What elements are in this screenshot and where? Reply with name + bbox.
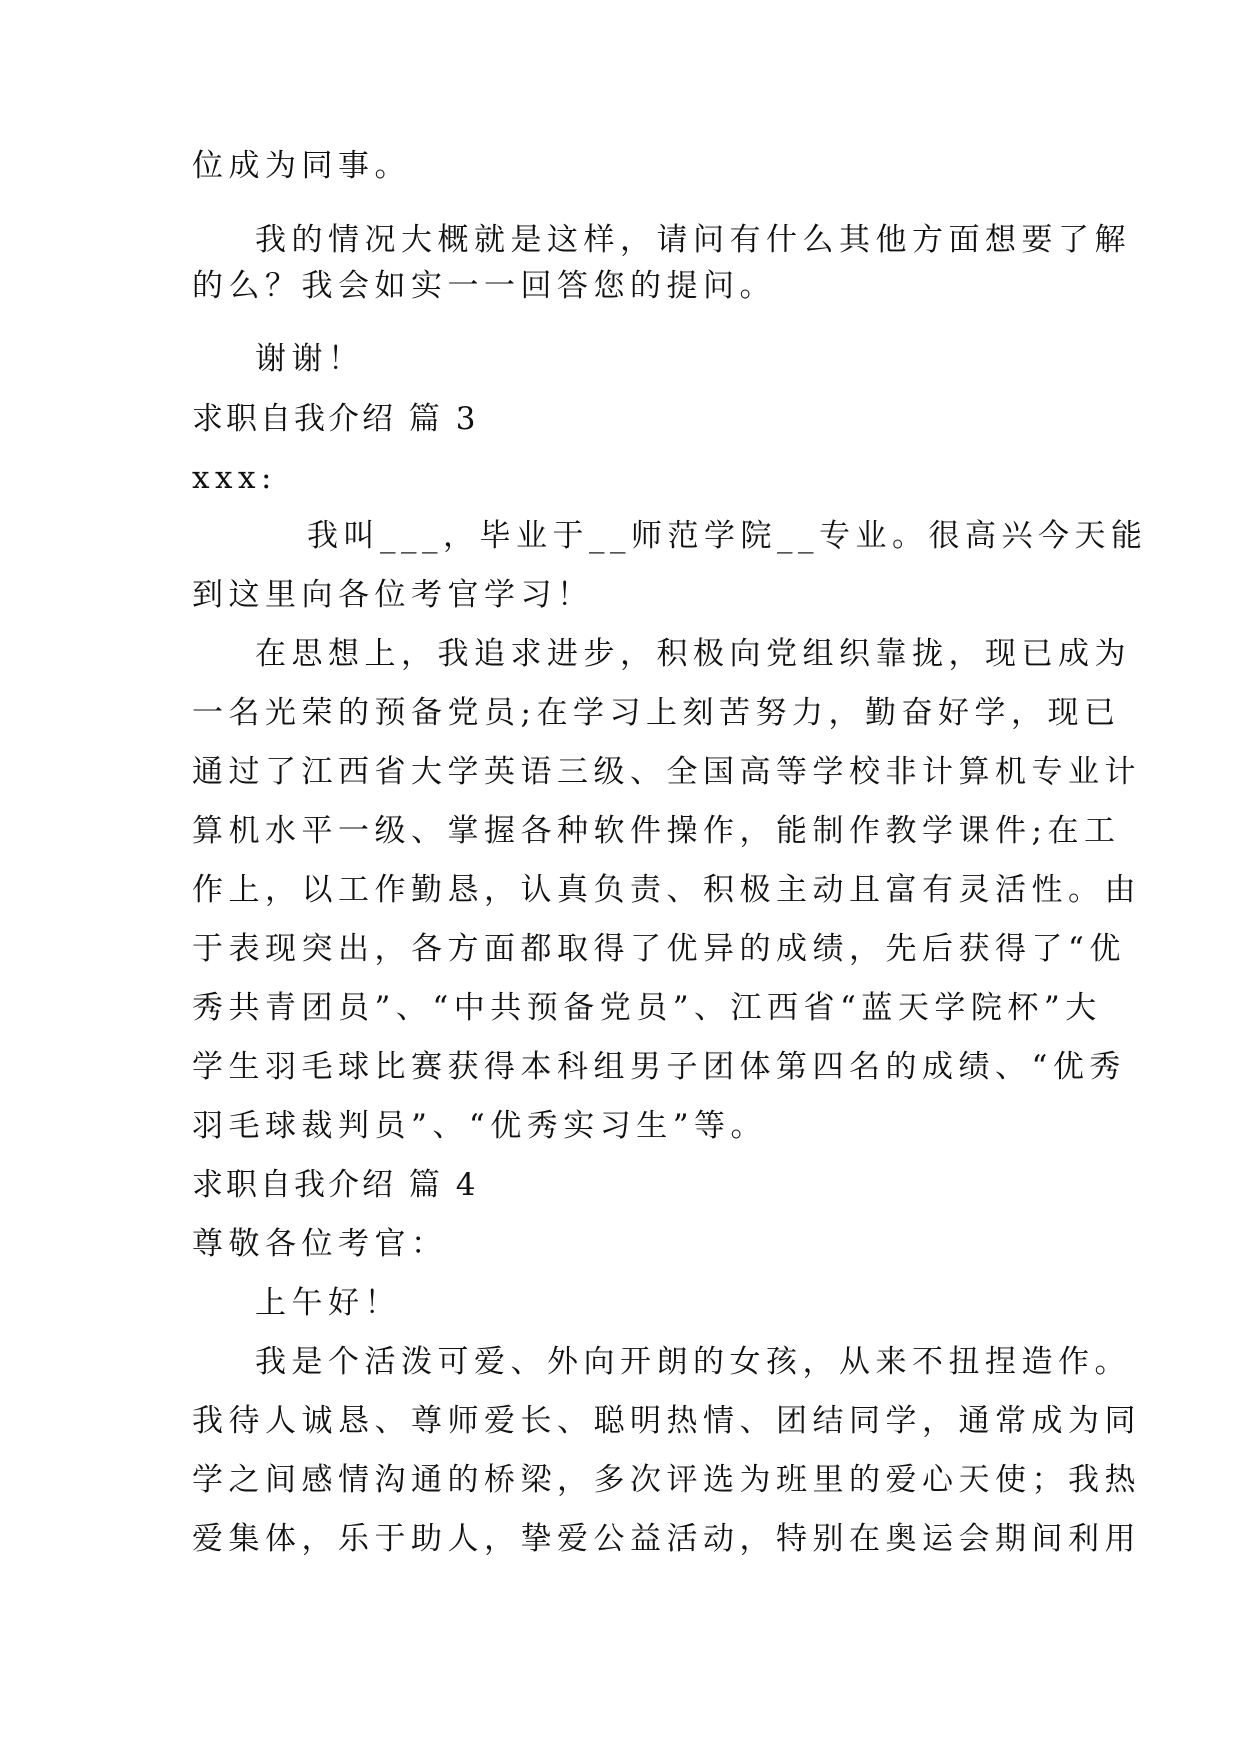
- text-line: 羽毛球裁判员”、“优秀实习生”等。: [192, 1108, 768, 1144]
- text-line: 学之间感情沟通的桥梁，多次评选为班里的爱心天使；我热: [192, 1462, 1141, 1498]
- text-line: 秀共青团员”、“中共预备党员”、江西省“蓝天学院杯”大: [192, 990, 1102, 1026]
- text-line: 位成为同事。: [192, 148, 411, 184]
- text-line: 通过了江西省大学英语三级、全国高等学校非计算机专业计: [192, 754, 1141, 790]
- salutation: 尊敬各位考官：: [192, 1226, 448, 1262]
- text-line: 作上，以工作勤恳，认真负责、积极主动且富有灵活性。由: [192, 872, 1141, 908]
- paragraph-start-line: 我叫___，毕业于__师范学院__专业。很高兴今天能: [307, 518, 1148, 554]
- text-line: 的么？我会如实一一回答您的提问。: [192, 268, 776, 304]
- greeting-line: 上午好！: [255, 1285, 401, 1321]
- text-line: 一名光荣的预备党员;在学习上刻苦努力，勤奋好学，现已: [192, 695, 1121, 731]
- text-line: 学生羽毛球比赛获得本科组男子团体第四名的成绩、“优秀: [192, 1049, 1126, 1085]
- section-heading: 求职自我介绍 篇 3: [192, 401, 479, 437]
- text-line: 到这里向各位考官学习！: [192, 577, 594, 613]
- paragraph-start-line: 在思想上，我追求进步，积极向党组织靠拢，现已成为: [255, 636, 1131, 672]
- text-line: 于表现突出，各方面都取得了优异的成绩，先后获得了“优: [192, 931, 1126, 967]
- salutation: xxx:: [192, 460, 277, 496]
- text-line: 算机水平一级、掌握各种软件操作，能制作教学课件;在工: [192, 813, 1121, 849]
- paragraph-start-line: 我是个活泼可爱、外向开朗的女孩，从来不扭捏造作。: [255, 1344, 1131, 1380]
- text-line: 爱集体，乐于助人，挚爱公益活动，特别在奥运会期间利用: [192, 1521, 1141, 1557]
- paragraph-start-line: 我的情况大概就是这样，请问有什么其他方面想要了解: [255, 222, 1131, 258]
- paragraph-start-line: 谢谢！: [255, 341, 365, 377]
- text-line: 我待人诚恳、尊师爱长、聪明热情、团结同学，通常成为同: [192, 1403, 1141, 1439]
- section-heading: 求职自我介绍 篇 4: [192, 1167, 479, 1203]
